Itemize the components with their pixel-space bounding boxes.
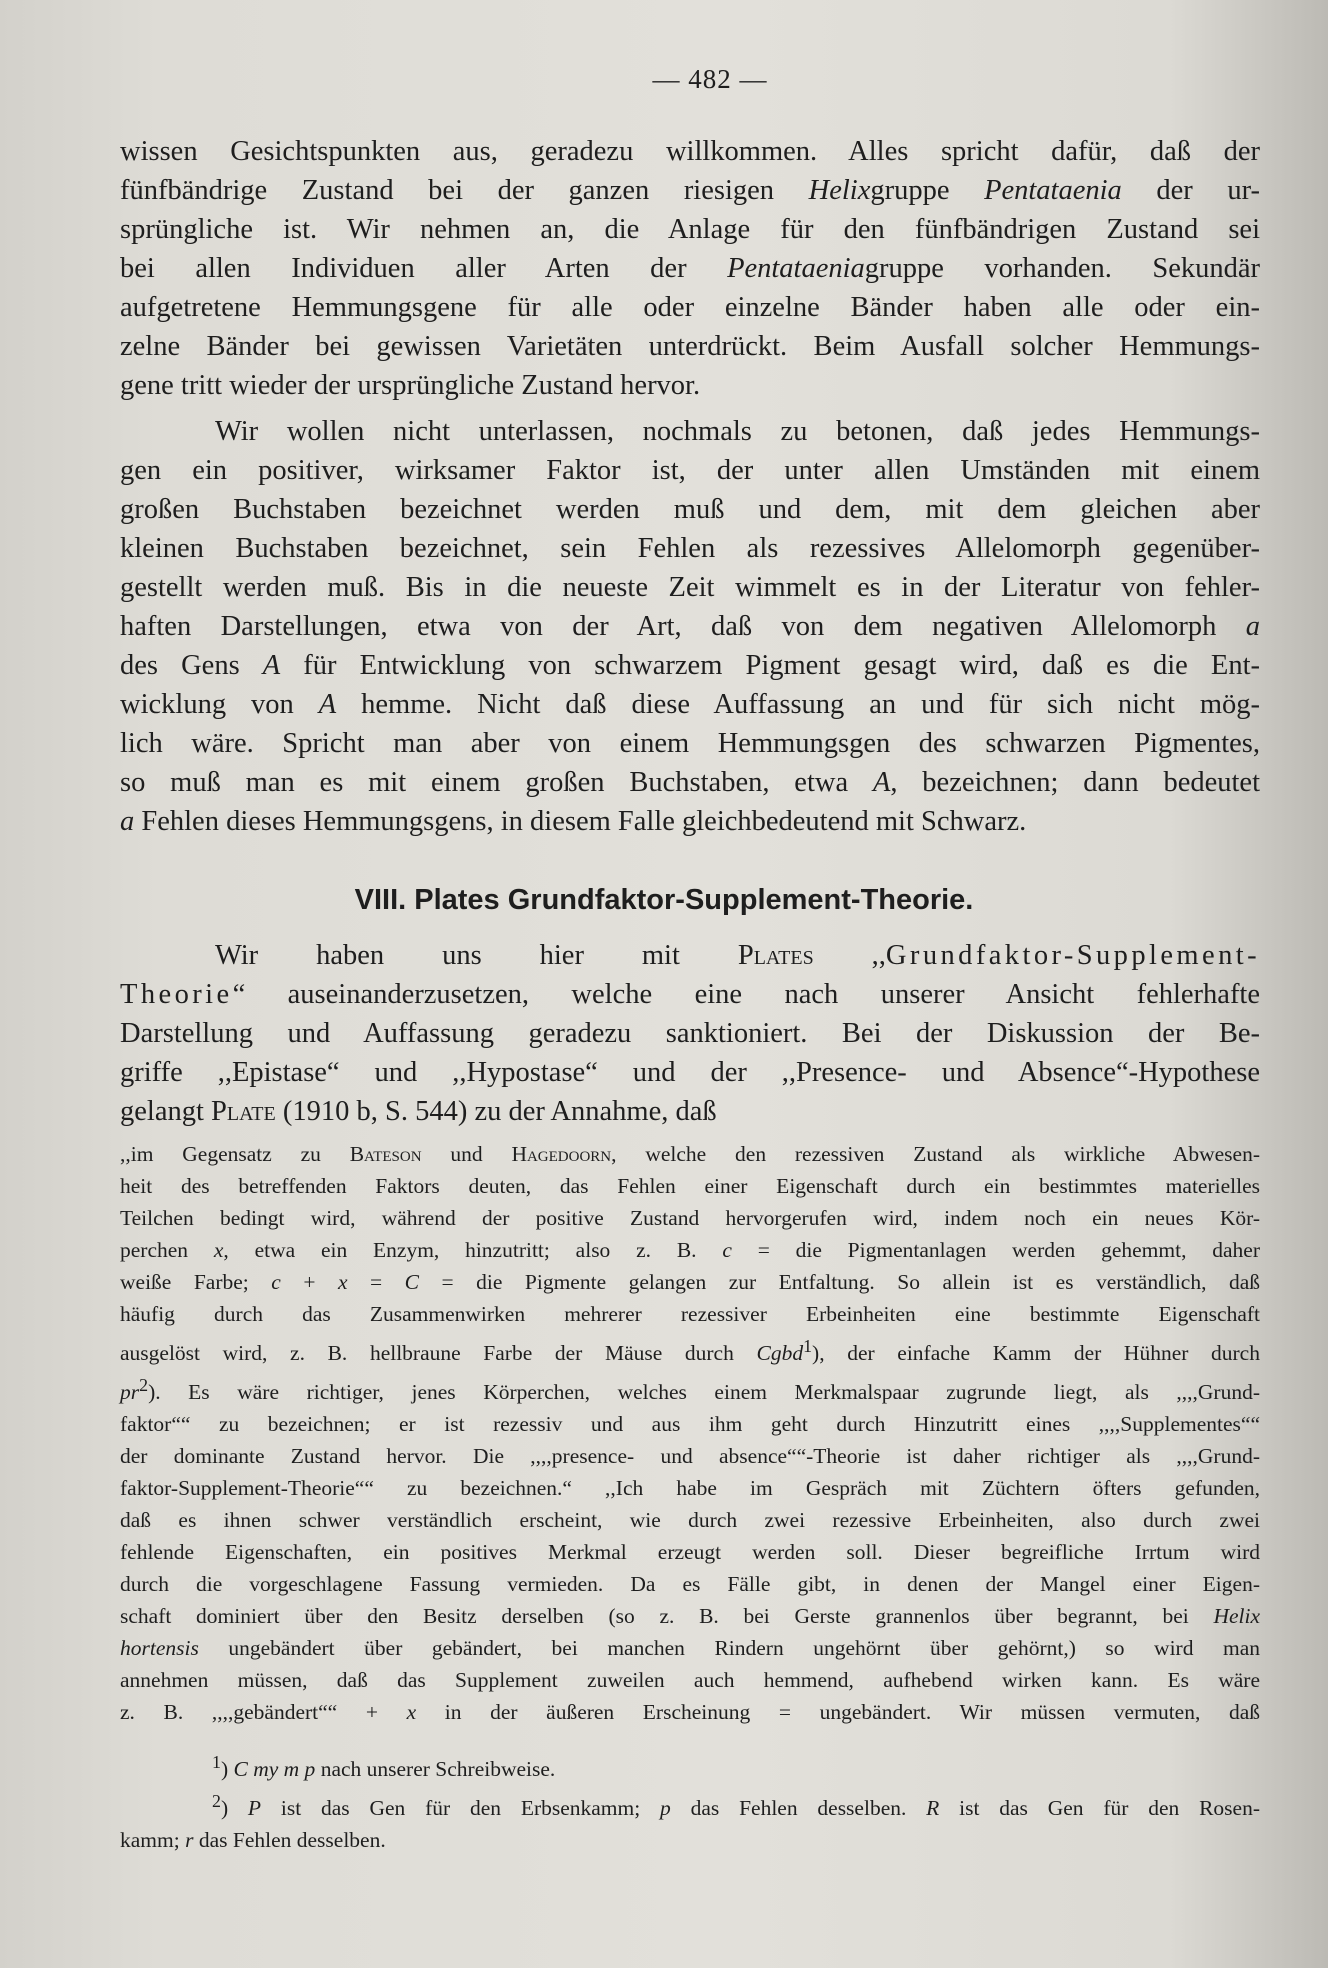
paragraph-line: Wir haben uns hier mit Plates ,,Grundfaktor-Supplement- xyxy=(215,940,1261,971)
paragraph-line: gelangt Plate (1910 b, S. 544) zu der Annahme, daß xyxy=(120,1096,717,1127)
page-number: — 482 — xyxy=(652,64,768,94)
paragraph-line: des Gens A für Entwicklung von schwarzem Pigment gesagt wird, daß es die Ent- xyxy=(120,650,1260,681)
footnotes xyxy=(120,1746,1260,1856)
quote-line: faktor““ zu bezeichnen; er ist rezessiv und aus ihm geht durch Hinzutritt eines ,,,,Supplementes““ xyxy=(120,1412,1260,1437)
paragraph-line: wicklung von A hemme. Nicht daß diese Auffassung an und für sich nicht mög- xyxy=(120,689,1261,720)
quote-line: der dominante Zustand hervor. Die ,,,,presence- und absence““-Theorie ist daher richtiger als ,,,,Grund- xyxy=(120,1444,1260,1469)
section-heading: VIII. Plates Grundfaktor-Supplement-Theorie. xyxy=(354,884,974,916)
footnote-line: $^1$) C my m p nach unserer Schreibweise. xyxy=(212,1752,556,1782)
paragraph-line: Theorie“ auseinanderzusetzen, welche eine nach unserer Ansicht fehlerhafte xyxy=(120,979,1260,1010)
quote-line: häufig durch das Zusammenwirken mehrerer rezessiver Erbeinheiten eine bestimmte Eigenschaft xyxy=(120,1302,1260,1326)
quote-line: faktor-Supplement-Theorie““ zu bezeichnen.“ ,,Ich habe im Gespräch mit Züchtern öfters gefunden, xyxy=(120,1476,1260,1501)
quote-line: Teilchen bedingt wird, während der positive Zustand hervorgerufen wird, indem noch ein neues Kör- xyxy=(120,1206,1260,1230)
footnote-line: $^2$) P ist das Gen für den Erbsenkamm; p das Fehlen desselben. R ist das Gen für den Rosen- xyxy=(212,1791,1260,1821)
quote-line: daß es ihnen schwer verständlich erscheint, wie durch zwei rezessive Erbeinheiten, also durch zwei xyxy=(120,1508,1260,1533)
paragraph-3 xyxy=(120,936,1260,1131)
footnote-line: kamm; r das Fehlen desselben. xyxy=(120,1828,386,1853)
paragraph-line: gene tritt wieder der ursprüngliche Zustand hervor. xyxy=(120,370,701,401)
quote-line: $pr^2$). Es wäre richtiger, jenes Körperchen, welches einem Merkmalspaar zugrunde liegt, als ,,,,Grund- xyxy=(120,1375,1260,1405)
paragraph-line: haften Darstellungen, etwa von der Art, daß von dem negativen Allelomorph a xyxy=(120,611,1260,642)
paragraph-line: so muß man es mit einem großen Buchstaben, etwa A, bezeichnen; dann bedeutet xyxy=(120,767,1260,798)
quote-line: durch die vorgeschlagene Fassung vermieden. Da es Fälle gibt, in denen der Mangel einer Eigen- xyxy=(120,1572,1260,1597)
paragraph-line: fünfbändrige Zustand bei der ganzen riesigen Helixgruppe Pentataenia der ur- xyxy=(120,175,1261,206)
quote-line: z. B. ,,,,gebändert““ + x in der äußeren Erscheinung = ungebändert. Wir müssen vermuten, daß xyxy=(120,1700,1261,1725)
paragraph-line: sprüngliche ist. Wir nehmen an, die Anlage für den fünfbändrigen Zustand sei xyxy=(120,214,1260,245)
paragraph-line: Darstellung und Auffassung geradezu sanktioniert. Bei der Diskussion der Be- xyxy=(120,1018,1260,1049)
quote-line: hortensis ungebändert über gebändert, bei manchen Rindern ungehörnt über gehörnt,) so wird man xyxy=(120,1636,1260,1661)
quote-line: ausgelöst wird, z. B. hellbraune Farbe der Mäuse durch Cgbd$^1$), der einfache Kamm der Hühner durch xyxy=(120,1336,1260,1366)
quote-line: perchen x, etwa ein Enzym, hinzutritt; also z. B. c = die Pigmentanlagen werden gehemmt, daher xyxy=(120,1238,1260,1262)
paragraph-line: gen ein positiver, wirksamer Faktor ist, der unter allen Umständen mit einem xyxy=(120,455,1260,486)
quote-line: fehlende Eigenschaften, ein positives Merkmal erzeugt werden soll. Dieser begreifliche Irrtum wird xyxy=(120,1540,1260,1565)
quote-line: schaft dominiert über den Besitz derselben (so z. B. bei Gerste grannenlos über begrannt, bei Helix xyxy=(120,1604,1260,1629)
paragraph-line: lich wäre. Spricht man aber von einem Hemmungsgen des schwarzen Pigmentes, xyxy=(120,728,1260,759)
paragraph-2 xyxy=(120,412,1260,841)
paragraph-line: kleinen Buchstaben bezeichnet, sein Fehlen als rezessives Allelomorph gegenüber- xyxy=(120,533,1260,564)
paragraph-line: Wir wollen nicht unterlassen, nochmals zu betonen, daß jedes Hemmungs- xyxy=(215,416,1260,447)
quote-line: weiße Farbe; c + x = C = die Pigmente gelangen zur Entfaltung. So allein ist es verständlich, daß xyxy=(120,1270,1260,1294)
paragraph-line: a Fehlen dieses Hemmungsgens, in diesem Falle gleichbedeutend mit Schwarz. xyxy=(120,806,1027,837)
paragraph-line: wissen Gesichtspunkten aus, geradezu willkommen. Alles spricht dafür, daß der xyxy=(120,136,1260,167)
paragraph-line: bei allen Individuen aller Arten der Pentataeniagruppe vorhanden. Sekundär xyxy=(120,253,1260,284)
paragraph-line: gestellt werden muß. Bis in die neueste Zeit wimmelt es in der Literatur von fehler- xyxy=(120,572,1260,603)
paragraph-line: griffe ,,Epistase“ und ,,Hypostase“ und der ,,Presence- und Absence“-Hypothese xyxy=(120,1057,1260,1088)
block-quote xyxy=(120,1138,1260,1728)
paragraph-1 xyxy=(120,132,1260,405)
quote-line: annehmen müssen, daß das Supplement zuweilen auch hemmend, aufhebend wirken kann. Es wäre xyxy=(120,1668,1260,1693)
paragraph-line: großen Buchstaben bezeichnet werden muß und dem, mit dem gleichen aber xyxy=(120,494,1260,525)
paragraph-line: aufgetretene Hemmungsgene für alle oder einzelne Bänder haben alle oder ein- xyxy=(120,292,1260,323)
quote-line: ,,im Gegensatz zu Bateson und Hagedoorn, welche den rezessiven Zustand als wirkliche Abwesen- xyxy=(120,1142,1261,1166)
quote-line: heit des betreffenden Faktors deuten, das Fehlen einer Eigenschaft durch ein bestimmtes materielles xyxy=(120,1174,1260,1198)
paragraph-line: zelne Bänder bei gewissen Varietäten unterdrückt. Beim Ausfall solcher Hemmungs- xyxy=(120,331,1260,362)
